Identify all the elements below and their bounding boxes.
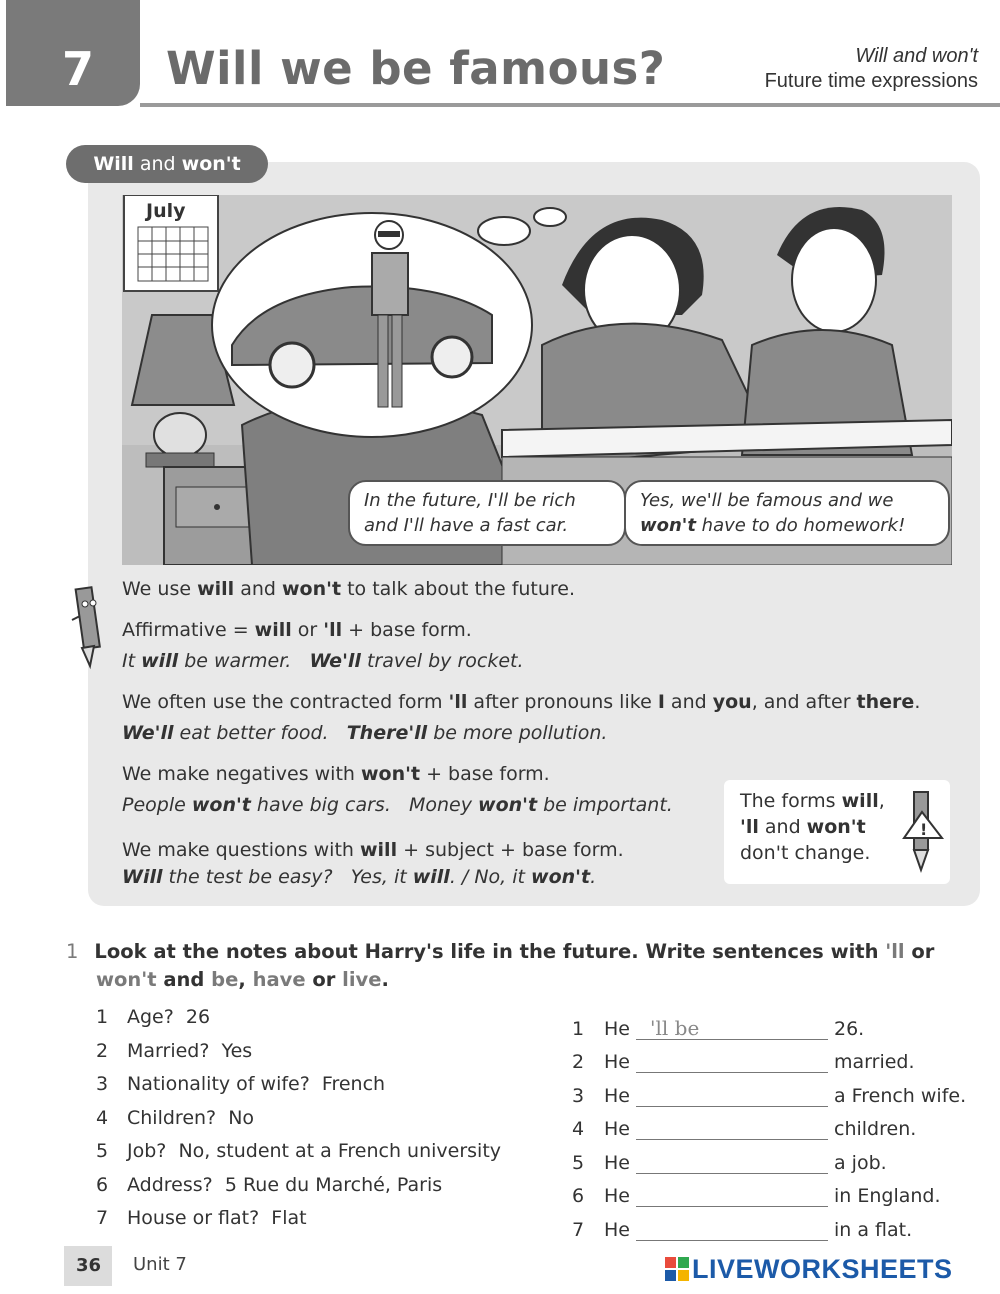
ex-head-b: 'll <box>885 940 905 963</box>
bubble-left-line2: and I'll have a fast car. <box>364 515 569 536</box>
ex-head-d: won't <box>96 968 157 991</box>
sentence-list <box>572 1006 982 1241</box>
note-item <box>96 1040 501 1074</box>
rule2-will: will <box>254 619 292 641</box>
rule3-c: after pronouns like <box>467 691 658 713</box>
ex-head-j: live <box>342 968 382 991</box>
note-text: Children? No <box>127 1106 255 1129</box>
answer-field[interactable] <box>636 1115 828 1140</box>
rule5-ex-c: will <box>412 866 450 888</box>
rule3-ex-a: We'll <box>122 722 174 744</box>
rule2-ex-c: be warmer. <box>178 650 310 672</box>
note-text: House or flat? Flat <box>127 1207 307 1229</box>
note-text: Job? No, student at a French university <box>127 1140 502 1162</box>
rule4-b: won't <box>361 763 421 785</box>
rule3-g: , and after <box>751 691 857 713</box>
note-number: 4 <box>96 1106 109 1129</box>
ex-head-a: Look at the notes about Harry's life in the future. Write sentences with <box>94 940 886 963</box>
rule-negatives <box>122 761 550 787</box>
speech-bubble-right <box>624 480 950 546</box>
rule4-c: + base form. <box>420 763 550 785</box>
sentence-row <box>572 1107 982 1141</box>
note-item <box>96 1140 501 1174</box>
subtitle-topic: Future time expressions <box>764 70 978 92</box>
rule4-a: We make negatives with <box>122 763 361 785</box>
rule5-ex-d: . / No, it <box>449 866 532 888</box>
sentence-row <box>572 1140 982 1174</box>
rule4-ex-d: won't <box>478 794 538 816</box>
sentence-number: 4 <box>572 1118 585 1140</box>
ex-head-i: or <box>305 968 343 991</box>
sentence-end: a French wife. <box>834 1084 967 1107</box>
page-title: Will we be famous? <box>166 42 666 95</box>
unit-number: 7 <box>62 42 95 96</box>
rule1-text-e: to talk about the future. <box>341 578 576 600</box>
rule-questions-example <box>122 864 596 890</box>
rule2-text-e: + base form. <box>342 619 472 641</box>
calendar-icon <box>124 195 218 291</box>
rule3-d: I <box>657 691 665 713</box>
rule1-wont: won't <box>282 578 342 600</box>
ex-head-e: and <box>156 968 212 991</box>
ex-head-f: be <box>211 968 239 991</box>
pill-and: and <box>133 153 182 175</box>
answer-field[interactable] <box>636 1216 828 1241</box>
exercise-number: 1 <box>66 940 79 963</box>
sentence-row <box>572 1174 982 1208</box>
note-text: Nationality of wife? French <box>127 1073 386 1095</box>
note-g: don't change. <box>740 842 871 864</box>
rule4-ex-b: won't <box>191 794 251 816</box>
note-text: Address? 5 Rue du Marché, Paris <box>127 1173 443 1196</box>
rule3-e: and <box>664 691 713 713</box>
rule5-ex-b: the test be easy? Yes, it <box>162 866 413 888</box>
sentence-subject: He <box>604 1151 630 1174</box>
rule-affirmative <box>122 617 472 643</box>
note-number: 7 <box>96 1207 109 1229</box>
rule-contracted-example <box>122 720 607 746</box>
rule3-ex-b: eat better food. <box>173 722 347 744</box>
note-item <box>96 1006 501 1040</box>
bubble-right-line1: Yes, we'll be famous and we <box>640 490 894 511</box>
rule4-ex-c: have big cars. Money <box>250 794 479 816</box>
svg-text:!: ! <box>920 820 928 839</box>
warning-pencil-icon <box>900 786 946 876</box>
sentence-row <box>572 1207 982 1241</box>
rule5-ex-a: Will <box>122 866 163 888</box>
rule-negatives-example <box>122 792 673 818</box>
rule5-a: We make questions with <box>122 839 360 861</box>
rule3-h: there <box>856 691 915 713</box>
sentence-end: 26. <box>834 1017 865 1040</box>
sentence-end: in a flat. <box>834 1218 913 1241</box>
sentence-row <box>572 1040 982 1074</box>
pill-bold-wont: won't <box>181 153 241 175</box>
ex-head-h: have <box>252 968 306 991</box>
subtitle-grammar: Will and won't <box>855 45 978 67</box>
sentence-subject: He <box>604 1218 630 1241</box>
note-number: 6 <box>96 1173 109 1196</box>
bubble-right-bold: won't <box>640 515 696 536</box>
note-b: will <box>841 790 879 812</box>
rule-questions <box>122 837 624 863</box>
sentence-number: 7 <box>572 1218 585 1241</box>
answer-field[interactable] <box>636 1048 828 1073</box>
note-d: 'll <box>740 816 759 838</box>
note-number: 2 <box>96 1039 109 1062</box>
grammar-section-label <box>66 145 268 183</box>
note-item <box>96 1073 501 1107</box>
rule5-c: + subject + base form. <box>397 839 624 861</box>
sentence-number: 2 <box>572 1051 585 1073</box>
sentence-number: 5 <box>572 1151 585 1174</box>
rule4-ex-a: People <box>122 794 192 816</box>
ex-head-k: . <box>381 968 389 991</box>
forms-note-text <box>740 788 900 866</box>
speech-bubble-left <box>348 480 626 546</box>
note-number: 5 <box>96 1140 109 1162</box>
pill-bold-will: Will <box>93 153 134 175</box>
sentence-subject: He <box>604 1084 630 1107</box>
rule5-ex-e: won't <box>531 866 591 888</box>
sentence-end: a job. <box>834 1151 887 1174</box>
answer-field[interactable] <box>636 1182 828 1207</box>
notes-list <box>96 1006 501 1241</box>
sentence-number: 6 <box>572 1185 585 1207</box>
exercise-instructions <box>66 938 946 994</box>
answer-field[interactable] <box>636 1149 828 1174</box>
rule3-b: 'll <box>448 691 468 713</box>
answer-field[interactable] <box>636 1082 828 1107</box>
note-item <box>96 1207 501 1241</box>
rule1-text-a: We use <box>122 578 198 600</box>
answer-field[interactable]: 'll be <box>636 1016 828 1040</box>
rule-use <box>122 576 575 602</box>
sentence-row <box>572 1006 982 1040</box>
rule2-ex-a: It <box>122 650 142 672</box>
liveworksheets-logo-icon <box>664 1256 690 1282</box>
rule3-ex-c: There'll <box>346 722 428 744</box>
unit-label: Unit 7 <box>133 1254 187 1275</box>
sentence-subject: He <box>604 1118 630 1140</box>
rule5-b: will <box>359 839 398 861</box>
rule4-ex-e: be important. <box>537 794 673 816</box>
rule5-ex-f: . <box>590 866 597 888</box>
note-a: The forms <box>740 790 842 812</box>
rule2-ex-e: travel by rocket. <box>360 650 524 672</box>
rule2-text-c: or <box>291 619 324 641</box>
ex-head-c: or <box>904 940 935 963</box>
calendar-month: July <box>146 200 186 222</box>
note-e: and <box>758 816 807 838</box>
page-number: 36 <box>76 1255 102 1276</box>
pencil-mascot-icon <box>68 580 108 670</box>
sentence-number: 1 <box>572 1017 585 1040</box>
rule2-ex-b: will <box>141 650 179 672</box>
bubble-right-line2: have to do homework! <box>695 515 906 536</box>
rule1-text-c: and <box>234 578 282 600</box>
note-number: 1 <box>96 1006 109 1028</box>
note-number: 3 <box>96 1073 109 1095</box>
rule-contracted <box>122 689 920 715</box>
sentence-end: in England. <box>834 1185 941 1207</box>
note-text: Age? 26 <box>127 1006 211 1028</box>
watermark-liveworksheets[interactable]: LIVEWORKSHEETS <box>692 1254 953 1284</box>
rule2-ll: 'll <box>323 619 343 641</box>
bubble-left-line1: In the future, I'll be rich <box>364 490 576 511</box>
ex-head-g: , <box>238 968 253 991</box>
rule3-i: . <box>914 691 921 713</box>
sentence-row <box>572 1073 982 1107</box>
sentence-number: 3 <box>572 1084 585 1107</box>
rule1-will: will <box>197 578 235 600</box>
header-rule <box>140 103 1000 107</box>
sentence-subject: He <box>604 1185 630 1207</box>
note-text: Married? Yes <box>127 1039 253 1062</box>
rule3-f: you <box>712 691 752 713</box>
sentence-end: children. <box>834 1118 917 1140</box>
rule2-ex-d: We'll <box>309 650 361 672</box>
rule3-a: We often use the contracted form <box>122 691 449 713</box>
sentence-end: married. <box>834 1051 915 1073</box>
rule2-text-a: Affirmative = <box>122 619 255 641</box>
sentence-subject: He <box>604 1017 630 1040</box>
note-item <box>96 1107 501 1141</box>
note-c: , <box>878 790 885 812</box>
rule-affirmative-example <box>122 648 524 674</box>
note-item <box>96 1174 501 1208</box>
rule3-ex-d: be more pollution. <box>427 722 608 744</box>
note-f: won't <box>806 816 866 838</box>
sentence-subject: He <box>604 1051 630 1073</box>
